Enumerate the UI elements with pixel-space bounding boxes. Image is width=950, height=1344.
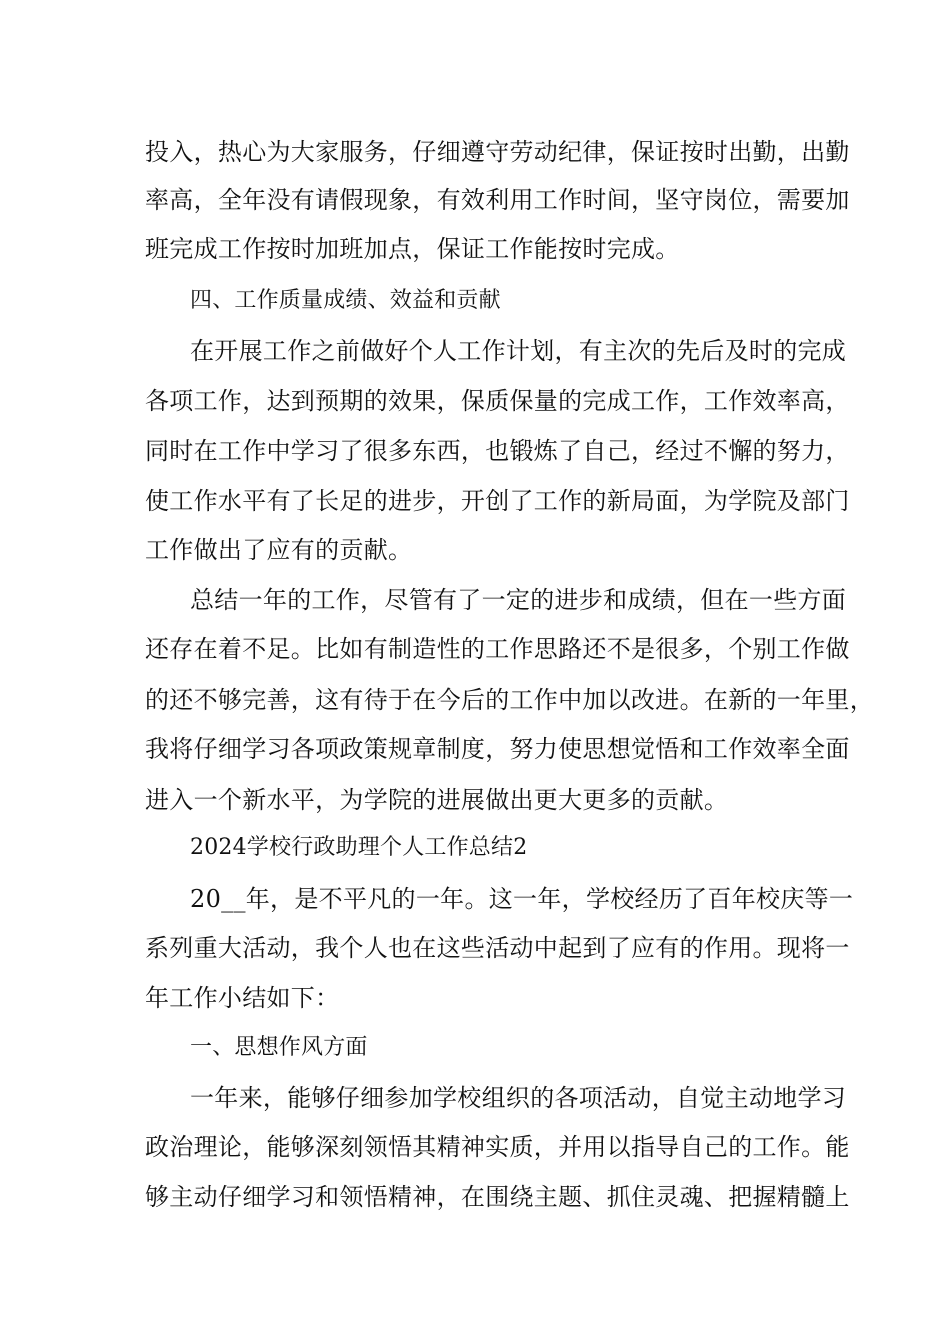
body-text-line: 20__年，是不平凡的一年。这一年，学校经历了百年校庆等一 (190, 885, 854, 913)
document-title: 2024学校行政助理个人工作总结2 (190, 835, 528, 860)
body-text-line: 各项工作，达到预期的效果，保质保量的完成工作，工作效率高， (145, 387, 850, 415)
section-heading: 一、思想作风方面 (190, 1035, 368, 1060)
body-text-line: 的还不够完善，这有待于在今后的工作中加以改进。在新的一年里， (145, 686, 874, 714)
body-text-line: 进入一个新水平，为学院的进展做出更大更多的贡献。 (145, 786, 729, 814)
section-heading: 四、工作质量成绩、效益和贡献 (190, 288, 501, 313)
body-text-line: 年工作小结如下： (145, 984, 340, 1012)
body-text-line: 率高，全年没有请假现象，有效利用工作时间，坚守岗位，需要加 (145, 186, 850, 214)
body-text-line: 总结一年的工作，尽管有了一定的进步和成绩，但在一些方面 (190, 586, 847, 614)
body-text-line: 使工作水平有了长足的进步，开创了工作的新局面，为学院及部门 (145, 487, 850, 515)
body-text-line: 工作做出了应有的贡献。 (145, 536, 413, 564)
body-text-line: 投入，热心为大家服务，仔细遵守劳动纪律，保证按时出勤，出勤 (145, 138, 850, 166)
body-text-line: 一年来，能够仔细参加学校组织的各项活动，自觉主动地学习 (190, 1084, 847, 1112)
body-text-line: 系列重大活动，我个人也在这些活动中起到了应有的作用。现将一 (145, 934, 850, 962)
body-text-line: 班完成工作按时加班加点，保证工作能按时完成。 (145, 235, 680, 263)
body-text-line: 够主动仔细学习和领悟精神，在围绕主题、抓住灵魂、把握精髓上 (145, 1183, 850, 1211)
body-text-line: 还存在着不足。比如有制造性的工作思路还不是很多，个别工作做 (145, 635, 850, 663)
body-text-line: 政治理论，能够深刻领悟其精神实质，并用以指导自己的工作。能 (145, 1133, 850, 1161)
body-text-line: 我将仔细学习各项政策规章制度，努力使思想觉悟和工作效率全面 (145, 735, 850, 763)
body-text-line: 在开展工作之前做好个人工作计划，有主次的先后及时的完成 (190, 337, 847, 365)
body-text-line: 同时在工作中学习了很多东西，也锻炼了自己，经过不懈的努力， (145, 437, 850, 465)
